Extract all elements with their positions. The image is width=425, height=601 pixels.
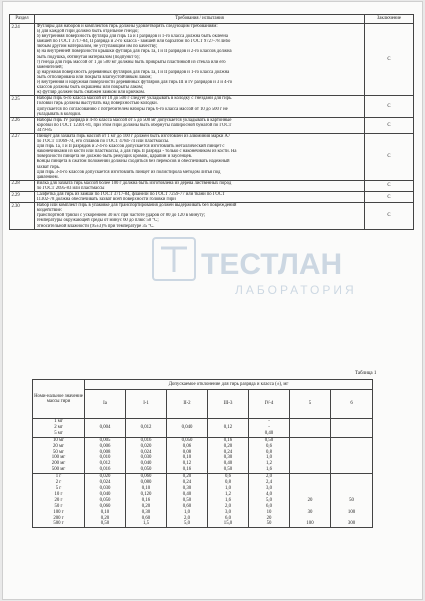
deviation-value: 20 [307, 497, 313, 503]
deviation-value: 0,12 [182, 461, 192, 467]
conclusion-value: С [365, 117, 414, 133]
deviation-value: 0,006 [99, 443, 111, 449]
deviation-value [291, 425, 329, 431]
requirements-header-row [10, 15, 414, 24]
nominal-mass-value: 500 г [53, 521, 64, 527]
deviation-value: 0,20 [223, 443, 233, 449]
requirement-line: быть подушка, обтянутая материалом (подпункт б); [36, 54, 140, 60]
section-number: 2.29 [10, 192, 35, 203]
deviation-value: 0,016 [140, 437, 152, 443]
deviation-cell [85, 419, 126, 438]
requirement-row [10, 117, 414, 133]
deviation-value: 5,0 [184, 521, 190, 527]
nominal-mass-value: 100 мг [51, 455, 66, 461]
deviation-cell [208, 419, 249, 438]
class-column-header: Iа [85, 390, 126, 419]
requirements-table [9, 14, 414, 230]
deviation-value: 50 [349, 497, 354, 503]
requirement-line: по ГОСТ 11069-74, его сплавов по ГОСТ 4784-74 или пластмассы. [36, 139, 170, 145]
deviation-value: 1,2 [266, 461, 272, 467]
deviation-value: - [268, 419, 270, 424]
deviation-value: 0,060 [99, 503, 111, 509]
nominal-mass-value: 2 мг [54, 424, 63, 430]
requirement-row [10, 203, 414, 229]
requirement-row [10, 192, 414, 203]
class-column-header: III-3 [208, 390, 249, 419]
conclusion-value: С [365, 24, 414, 96]
deviation-cell [167, 437, 208, 473]
deviation-value: 1,0 [225, 485, 231, 491]
deviation-value: 0,08 [182, 449, 192, 455]
nominal-mass-value: 500 мг [51, 467, 66, 473]
section-number: 2.27 [10, 133, 35, 180]
deviation-value [291, 452, 329, 458]
deviation-cell [85, 474, 126, 528]
nominal-mass-value: 10 мг [53, 437, 64, 443]
deviation-value: 0,40 [223, 461, 233, 467]
deviation-cell [331, 419, 373, 438]
deviation-cell [249, 474, 290, 528]
deviation-value: 0,40 [264, 430, 274, 436]
requirement-line: захват гирь. [36, 164, 61, 170]
nominal-mass-cell [33, 437, 85, 473]
requirement-line: заменителей; [36, 64, 63, 70]
deviation-value [332, 425, 371, 431]
deviation-value: 0,16 [141, 497, 151, 503]
section-number: 2.26 [10, 117, 35, 133]
deviation-value: 0,6 [225, 474, 231, 480]
deviation-cell [331, 437, 373, 473]
deviation-value: 0,024 [140, 449, 152, 455]
deviation-value: 2,0 [225, 503, 231, 509]
requirement-line: е) внутренняя и наружная поверхности деревянных футляров для гирь III и IV разрядов и 3 и 4-го [36, 80, 233, 86]
nominal-mass-value: 20 г [54, 497, 63, 503]
deviation-value: 0,080 [140, 480, 152, 486]
nominal-mass-value: 200 г [53, 515, 64, 521]
class-column-header: 6 [331, 390, 373, 419]
deviation-value: 0,60 [182, 503, 192, 509]
deviation-value: 0,06 [182, 443, 192, 449]
deviation-cell [126, 419, 167, 438]
requirement-text [35, 203, 365, 229]
nominal-mass-cell [33, 474, 85, 528]
requirement-line: б) внутренняя поверхность футляра для гирь 1а и I разрядов и 1-го класса должна быть оклеена [36, 34, 228, 40]
nominal-mass-value: 5 г [55, 485, 62, 491]
deviation-value: 300 [347, 521, 356, 527]
deviation-value: 1,5 [143, 521, 149, 527]
requirement-line: Для гирь 1а, I и II разрядов и 2-4-го классов допускается изготовлять металлический пинцет с [36, 144, 225, 150]
deviation-value: 0,004 [99, 424, 111, 430]
deviation-cell [290, 437, 331, 473]
section-number: 2.28 [10, 180, 35, 191]
requirement-line: коробки по ГОСТ 12301-81, при этом гири должны быть обернуты папиросной бумагой по ГОСТ [36, 122, 232, 128]
deviation-value [332, 452, 371, 458]
deviation-value: 0,50 [223, 467, 233, 473]
requirement-header: Требования / испытания [35, 15, 365, 24]
deviation-value: 0,16 [223, 437, 233, 443]
deviation-value: 0,012 [99, 461, 111, 467]
deviation-value: 0,8 [266, 449, 272, 455]
requirement-line: а) для каждой гири должно быть отдельное гнездо; [36, 29, 139, 35]
section-number: 2.25 [10, 96, 35, 117]
deviation-value: 0,30 [182, 485, 192, 491]
requirement-line: классов должны быть окрашены или покрыты лаком; [36, 85, 144, 91]
requirement-line: 3479-85 [36, 127, 53, 133]
requirement-row [10, 96, 414, 117]
watermark-title: ТЕСТЛАН [201, 248, 343, 281]
nominal-mass-value: 5 мг [54, 430, 63, 436]
section-number: 2.24 [10, 24, 35, 96]
deviation-value: 0,10 [141, 485, 151, 491]
requirement-line: Наборы гирь 6-го класса массой от 10 до 500 г следует укладывать в колодку с гнездами для гирь. [36, 96, 233, 102]
deviation-value: 50 [266, 521, 272, 527]
deviation-value: 30 [307, 509, 313, 515]
deviation-value: 0,50 [182, 497, 192, 503]
deviation-value: 0,050 [140, 467, 152, 473]
deviation-value: 0,50 [264, 437, 274, 443]
class-column-header: IV-4 [249, 390, 290, 419]
deviation-value: 1,6 [266, 467, 272, 473]
deviation-value: 0,050 [181, 437, 193, 443]
deviation-value: 3,0 [225, 509, 231, 515]
deviation-value: 100 [347, 509, 356, 515]
deviation-value: 0,012 [140, 424, 152, 430]
deviation-value: 0,24 [182, 480, 192, 486]
deviation-cell [85, 437, 126, 473]
deviation-value: 0,10 [182, 455, 192, 461]
deviation-value: 0,050 [99, 497, 111, 503]
requirement-text [35, 192, 365, 203]
conclusion-value: С [365, 96, 414, 117]
deviation-value: - [268, 424, 270, 430]
deviation-value: 0,30 [141, 509, 151, 515]
nominal-mass-value: 50 г [54, 503, 63, 509]
deviation-value: 0,030 [99, 485, 111, 491]
deviation-value: 0,20 [100, 515, 110, 521]
conclusion-value: С [365, 180, 414, 191]
requirement-line: наконечниками из кости или пластмассы, а для гирь II разряда - только с наконечником из кости. На [36, 149, 237, 155]
section-number: 2.30 [10, 203, 35, 229]
deviation-group-header: Допускаемое отклонение для гирь разряда и класса (±), мг [85, 380, 373, 390]
nominal-mass-value: 2 г [55, 480, 62, 486]
requirement-line: по ГОСТ 2695-83 или пластмассы [36, 185, 105, 191]
deviation-cell [167, 474, 208, 528]
deviation-value: 1,0 [266, 455, 272, 461]
requirement-line: транспортной тряски с ускорением 30 м/с при частоте ударов от 80 до 120 в минуту; [36, 213, 206, 219]
requirement-line: относительной влажности (95±3)% при температуре 35 °С. [36, 223, 155, 229]
deviation-value: 100 [306, 521, 314, 527]
deviation-value: 0,60 [141, 515, 151, 521]
nominal-mass-value: 50 мг [53, 449, 64, 455]
deviation-value: 6,0 [225, 515, 231, 521]
nominal-mass-value: 20 мг [53, 443, 64, 449]
document-page [2, 1, 423, 600]
deviation-value: 0,040 [181, 424, 193, 430]
deviation-value: 2,0 [266, 474, 272, 480]
conclusion-value: С [365, 133, 414, 180]
requirement-line: Для гирь 3-4-го классов допускается изготовлять пинцет из полистирола методом литья под [36, 169, 221, 175]
deviation-value: 0,010 [99, 455, 111, 461]
table-caption: Таблица 1 [355, 371, 377, 376]
requirement-line: замшей по ГОСТ 3717-84, II разряда и 2-го класса - замшей или бархатом по ГОСТ 9727-78 либо [36, 39, 231, 45]
deviation-cell [126, 437, 167, 473]
requirement-text [35, 24, 365, 96]
deviation-value: 4,0 [266, 491, 272, 497]
deviation-value: 0,060 [140, 474, 152, 480]
deviation-value: 3,0 [266, 485, 272, 491]
deviation-value: 0,040 [99, 491, 111, 497]
tolerance-header-row [33, 380, 373, 390]
deviation-value: 0,24 [223, 449, 233, 455]
requirement-line: поверхности пинцета не должно быть режущих кромок, царапин и заусенцев. [36, 154, 192, 160]
deviation-value: 0,020 [140, 443, 152, 449]
conclusion-value: С [365, 192, 414, 203]
deviation-value: 0,030 [140, 455, 152, 461]
deviation-cell [208, 437, 249, 473]
class-column-header: II-2 [167, 390, 208, 419]
nominal-mass-header: Номи-нальное значение массы гири [33, 380, 85, 419]
requirement-line: воздействие: [36, 208, 62, 214]
deviation-value: 2,0 [184, 515, 190, 521]
requirement-line: температуры окружающей среды от минус 60 до плюс 50 °С; [36, 218, 159, 224]
requirement-line: укладывать в колодки. [36, 111, 82, 117]
requirement-line: Головки гирь должны выступать над поверхностью колодки. [36, 101, 158, 107]
deviation-value: 0,016 [99, 467, 111, 473]
requirement-text [35, 96, 365, 117]
nominal-mass-value: 100 г [53, 509, 64, 515]
deviation-value: 0,008 [99, 449, 111, 455]
requirement-line: быть отполирована или покрыта влагоустойчивым лаком; [36, 74, 152, 80]
deviation-value: 1,0 [184, 509, 190, 515]
deviation-value: 0,6 [266, 443, 272, 449]
requirement-row [10, 24, 414, 96]
requirement-line: любым другим материалом, не уступающим им по качеству; [36, 44, 158, 50]
deviation-value: 1,6 [225, 497, 231, 503]
deviation-value: 0,10 [100, 509, 110, 515]
requirement-line: давлением. [36, 174, 59, 180]
section-header: Раздел [10, 15, 35, 24]
requirement-row [10, 180, 414, 191]
deviation-value: 1,2 [225, 491, 231, 497]
deviation-cell [208, 474, 249, 528]
tolerance-group-row [33, 437, 373, 473]
requirement-line: Футляры для наборов и комплектов гирь должны удовлетворять следующим требованиям: [36, 24, 218, 29]
deviation-cell [249, 437, 290, 473]
deviation-value: 0,12 [223, 424, 233, 430]
class-column-header: 5 [290, 390, 331, 419]
deviation-value: 0,16 [182, 467, 192, 473]
deviation-value: 0,20 [182, 474, 192, 480]
deviation-cell [249, 419, 290, 438]
requirement-line: г) гнезда для гирь массой от 1 до 500 мг должны быть прикрыты пластинкой из стекла или его [36, 59, 226, 65]
deviation-cell [290, 474, 331, 528]
requirement-line: ж) футляр должен быть снабжен замком или крючком. [36, 90, 145, 96]
class-column-header: I-1 [126, 390, 167, 419]
requirement-line: Наборы гирь IV разряда и 4-го класса массой от 5 до 500 мг допускается укладывать в картонные [36, 117, 232, 123]
deviation-value: 5,0 [266, 497, 272, 503]
requirement-line: Допускается по согласованию с потребителем наборы гирь 6-го класса массой от 10 до 500 г не [36, 106, 228, 112]
requirement-line: Вилка для захвата гирь массой более 100 г должна быть изготовлена из дерева лиственных пород [36, 180, 232, 186]
deviation-value: 10 [266, 509, 272, 515]
deviation-value: 0,8 [225, 480, 231, 486]
requirement-text [35, 133, 365, 180]
requirement-line: д) наружная поверхность деревянных футляров для гирь 1а, I и II разрядов и 1-го класса должна [36, 69, 230, 75]
deviation-cell [331, 474, 373, 528]
nominal-mass-cell [33, 419, 85, 438]
deviation-cell [290, 419, 331, 438]
requirement-line: Набор или комплект гирь в упаковке для транспортирования должен выдерживать без повреждений [36, 203, 237, 209]
tolerance-table [32, 379, 373, 528]
requirement-line: Салфетка для гирь из замши по ГОСТ 3717-84, фланели по ГОСТ 7259-77 или ткани по ГОСТ [36, 192, 225, 197]
deviation-cell [167, 419, 208, 438]
nominal-mass-value: 200 мг [51, 461, 66, 467]
deviation-value: 0,30 [223, 455, 233, 461]
deviation-value: 0,005 [99, 437, 111, 443]
deviation-value: 0,024 [99, 480, 111, 486]
nominal-mass-value: 1 мг [54, 419, 63, 424]
requirement-text [35, 117, 365, 133]
tolerance-group-row [33, 474, 373, 528]
requirement-line: в) на внутренней поверхности крышки футляра для гирь 1а, I и II разрядов и 2-го классов должна [36, 49, 232, 55]
requirement-text [35, 180, 365, 191]
deviation-value: 0,40 [182, 491, 192, 497]
deviation-value: 0,20 [141, 503, 151, 509]
conclusion-header: Заключение [365, 15, 414, 24]
deviation-value: 20 [266, 515, 272, 521]
requirement-line: Пинцет для захвата гирь массой от 1 мг до 100 г должен быть изготовлен из алюминия марки А7 [36, 133, 231, 139]
tolerance-group-row [33, 419, 373, 438]
requirement-row [10, 133, 414, 180]
requirement-line: Концы пинцета в сжатом положении должны сходиться без перекосов и обеспечивать надежный [36, 159, 230, 165]
watermark-subtitle: ЛАБОРАТОРИЯ [235, 283, 357, 297]
deviation-value: 6,0 [266, 503, 272, 509]
requirement-line: 11302-78 должна обеспечивать захват всей поверхности головки гири [36, 197, 176, 203]
deviation-value: 0,50 [100, 521, 110, 527]
deviation-value: 0,120 [140, 491, 152, 497]
conclusion-value: С [365, 203, 414, 229]
deviation-cell [126, 474, 167, 528]
deviation-value: 0,020 [99, 474, 111, 480]
deviation-value: 0,040 [140, 461, 152, 467]
nominal-mass-value: 1 г [55, 474, 62, 480]
nominal-mass-value: 10 г [54, 491, 63, 497]
deviation-value: 2,4 [266, 480, 272, 486]
deviation-value: 15,0 [223, 521, 233, 527]
